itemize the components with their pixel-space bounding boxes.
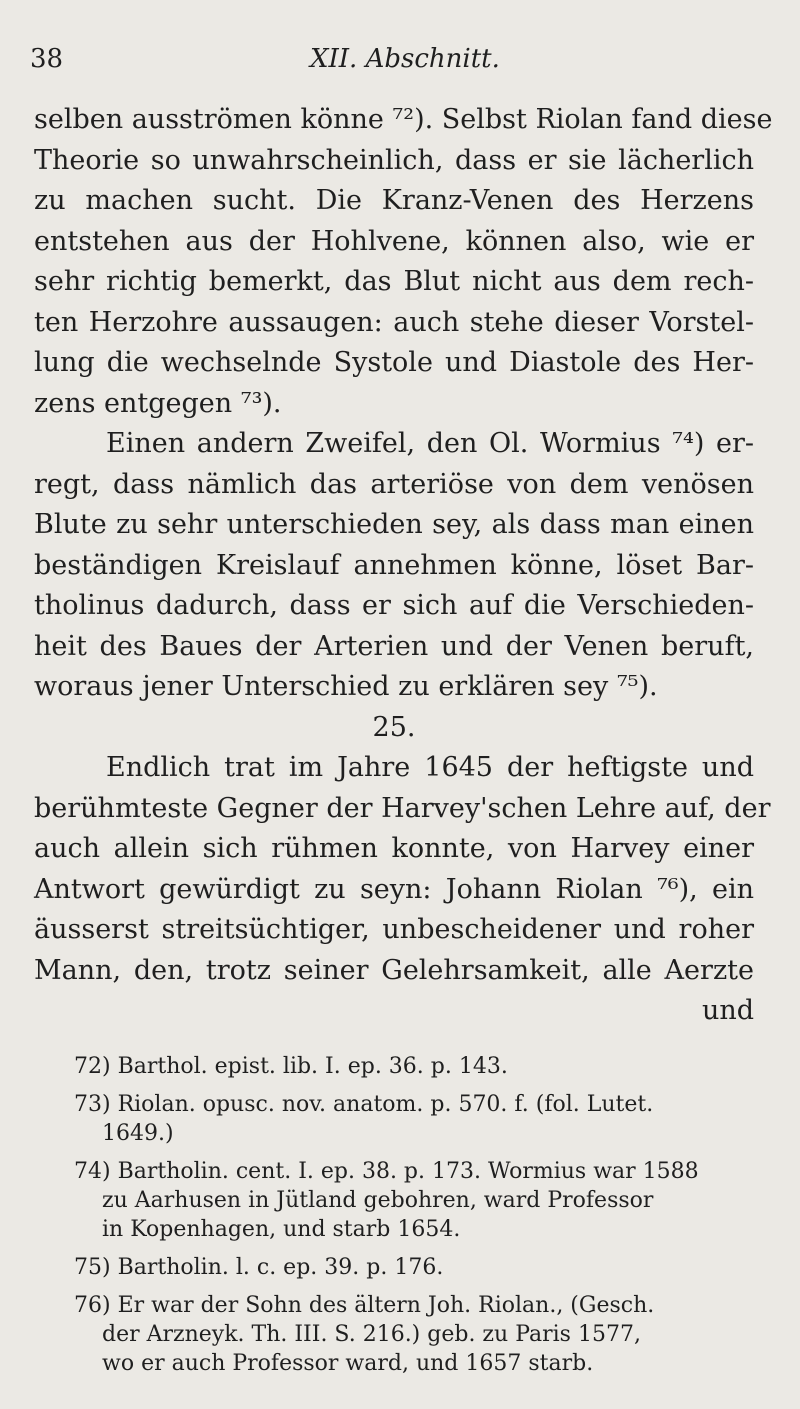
text-line: Einen andern Zweifel, den Ol. Wormius ⁷⁴) er-	[106, 428, 754, 459]
footnotes	[74, 1052, 766, 1378]
text-line: sehr richtig bemerkt, das Blut nicht aus dem rech-	[34, 266, 754, 297]
catchword: und	[701, 995, 754, 1026]
text-line: selben ausströmen könne ⁷²). Selbst Riolan fand diese	[34, 104, 773, 135]
footnote	[74, 1090, 766, 1148]
footnote-line: der Arzneyk. Th. III. S. 216.) geb. zu Paris 1577,	[102, 1322, 641, 1347]
text-line: auch allein sich rühmen konnte, von Harvey einer	[34, 833, 754, 864]
footnote	[74, 1253, 766, 1282]
footnote-line: 72) Barthol. epist. lib. I. ep. 36. p. 143.	[74, 1054, 508, 1079]
text-line: Endlich trat im Jahre 1645 der heftigste und	[106, 752, 754, 783]
page-number: 38	[30, 44, 64, 74]
text-line: regt, dass nämlich das arteriöse von dem venösen	[34, 468, 754, 500]
footnote-line: wo er auch Professor ward, und 1657 starb.	[102, 1351, 594, 1376]
footnote	[74, 1291, 766, 1378]
running-head: XII. Abschnitt.	[310, 44, 500, 74]
page-header	[30, 44, 770, 84]
text-line: Blute zu sehr unterschieden sey, als dass man einen	[34, 509, 754, 540]
footnote-line: 73) Riolan. opusc. nov. anatom. p. 570. f. (fol. Lutet.	[74, 1092, 654, 1117]
text-line: tholinus dadurch, dass er sich auf die Verschieden-	[34, 590, 754, 621]
text-line: äusserst streitsüchtiger, unbescheidener und roher	[34, 914, 754, 945]
text-line: zens entgegen ⁷³).	[34, 387, 282, 419]
text-line: Antwort gewürdigt zu seyn: Johann Riolan ⁷⁶), ein	[34, 873, 754, 905]
section-number: 25.	[372, 711, 416, 743]
footnote-line: zu Aarhusen in Jütland gebohren, ward Professor	[102, 1188, 654, 1213]
text-line: woraus jener Unterschied zu erklären sey ⁷⁵).	[34, 671, 658, 702]
footnote-line: in Kopenhagen, und starb 1654.	[102, 1217, 461, 1242]
text-line: lung die wechselnde Systole und Diastole des Her-	[34, 347, 754, 378]
text-line: entstehen aus der Hohlvene, können also, wie er	[34, 225, 754, 257]
footnote	[74, 1157, 766, 1244]
footnote-line: 1649.)	[102, 1121, 174, 1146]
footnote-line: 76) Er war der Sohn des ältern Joh. Riolan., (Gesch.	[74, 1293, 655, 1318]
footnote-line: 75) Bartholin. l. c. ep. 39. p. 176.	[74, 1255, 444, 1280]
text-line: ten Herzohre aussaugen: auch stehe dieser Vorstel-	[34, 306, 754, 338]
footnote-line: 74) Bartholin. cent. I. ep. 38. p. 173. Wormius war 1588	[74, 1159, 699, 1184]
text-line: Theorie so unwahrscheinlich, dass er sie lächerlich	[34, 144, 754, 176]
text-line: Mann, den, trotz seiner Gelehrsamkeit, alle Aerzte	[34, 954, 754, 986]
text-line: berühmteste Gegner der Harvey'schen Lehre auf, der	[34, 792, 771, 824]
body-text	[34, 100, 773, 1032]
text-line: zu machen sucht. Die Kranz-Venen des Herzens	[34, 185, 754, 216]
text-line: heit des Baues der Arterien und der Venen beruft,	[34, 630, 754, 662]
text-line: beständigen Kreislauf annehmen könne, löset Bar-	[34, 549, 754, 581]
footnote	[74, 1052, 766, 1081]
